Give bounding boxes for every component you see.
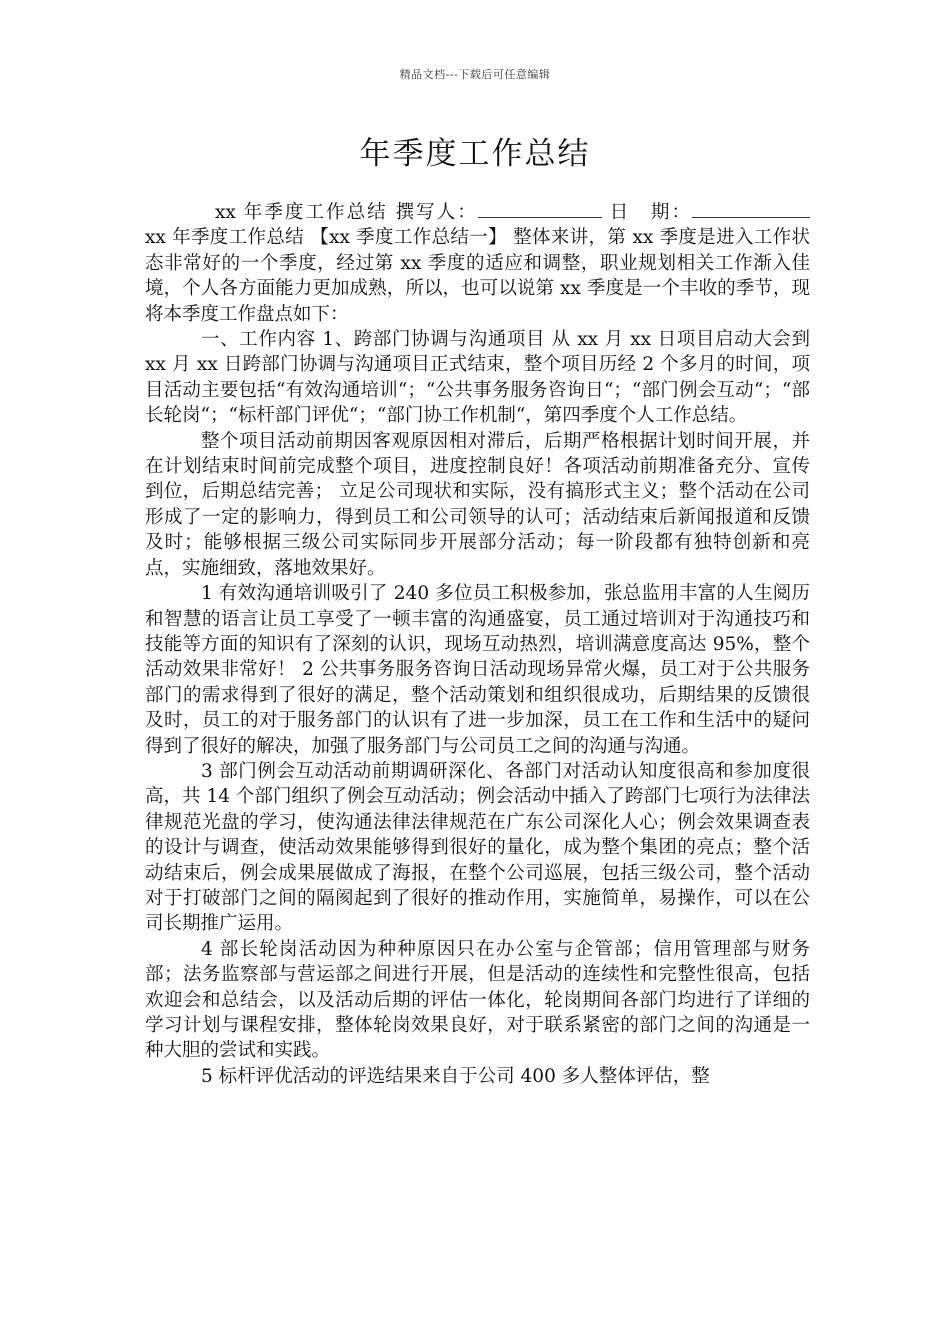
meta-prefix: xx 年季度工作总结 撰写人： [215,202,478,223]
header-note: 精品文档---下载后可任意编辑 [399,68,551,81]
date-label: 日 期： [601,202,692,223]
date-blank-continued [770,201,810,218]
author-blank [478,201,602,218]
paragraph: 3 部门例会互动活动前期调研深化、各部门对活动认知度很高和参加度很高，共 14 个部门组织了例会互动活动；例会活动中插入了跨部门七项行为法律法律规范光盘的学习，使沟通法律法律规范在广东公司深化人心；例会效果调查表的设计与调查，使活动效果能够得到很好的量化，成为整个集团的亮点；整个活动结束后，例会成果展做成了海报，在整个公司巡展，包括三级公司，整个活动对于打破部门之间的隔阂起到了很好的推动作用，实施简单，易操作，可以在公司长期推广运用。 [145,760,810,935]
paragraph: 5 标杆评优活动的评选结果来自于公司 400 多人整体评估，整 [201,1065,710,1087]
paragraph: 1 有效沟通培训吸引了 240 多位员工积极参加，张总监用丰富的人生阅历和智慧的语言让员工享受了一顿丰富的沟通盛宴，员工通过培训对于沟通技巧和技能等方面的知识有了深刻的认识，现场互动热烈，培训满意度高达 95%，整个活动效果非常好！ 2 公共事务服务咨询日活动现场异常火爆，员工对于公共服务部门的需求得到了很好的满足，整个活动策划和组织很成功，后期结果的反馈很及时，员工的对于服务部门的认识有了进一步加深，员工在工作和生活中的疑问得到了很好的解决，加强了服务部门与公司员工之间的沟通与沟通。 [145,583,810,757]
date-blank [692,201,770,218]
meta-line [145,200,810,327]
paragraph: 4 部长轮岗活动因为种种原因只在办公室与企管部；信用管理部与财务部；法务监察部与营运部之间进行开展，但是活动的连续性和完整性很高，包括欢迎会和总结会，以及活动后期的评估一体化，轮岗期间各部门均进行了详细的学习计划与课程安排，整体轮岗效果良好，对于联系紧密的部门之间的沟通是一种大胆的尝试和实践。 [145,938,810,1062]
document-body [145,200,810,1089]
intro-paragraph: xx 年季度工作总结 【xx 季度工作总结一】 整体来讲，第 xx 季度是进入工作状态非常好的一个季度，经过第 xx 季度的适应和调整，职业规划相关工作渐入佳境，个人各方面能力更加成熟，所以，也可以说第 xx 季度是一个丰收的季节，现将本季度工作盘点如下： [145,227,810,325]
paragraph: 整个项目活动前期因客观原因相对滞后，后期严格根据计划时间开展，并在计划结束时间前完成整个项目，进度控制良好！各项活动前期准备充分、宣传到位，后期总结完善； 立足公司现状和实际，没有搞形式主义；整个活动在公司形成了一定的影响力，得到员工和公司领导的认可；活动结束后新闻报道和反馈及时；能够根据三级公司实际同步开展部分活动；每一阶段都有独特创新和亮点，实施细致，落地效果好。 [145,430,810,579]
document-title: 年季度工作总结 [359,136,591,172]
paragraph: 一、工作内容 1、跨部门协调与沟通项目 从 xx 月 xx 日项目启动大会到 xx 月 xx 日跨部门协调与沟通项目正式结束，整个项目历经 2 个多月的时间，项目活动主要包括“有效沟通培训“；“公共事务服务咨询日“；“部门例会互动“；“部长轮岗“；“标杆部门评优“；“部门协工作机制“，第四季度个人工作总结。 [145,329,810,427]
